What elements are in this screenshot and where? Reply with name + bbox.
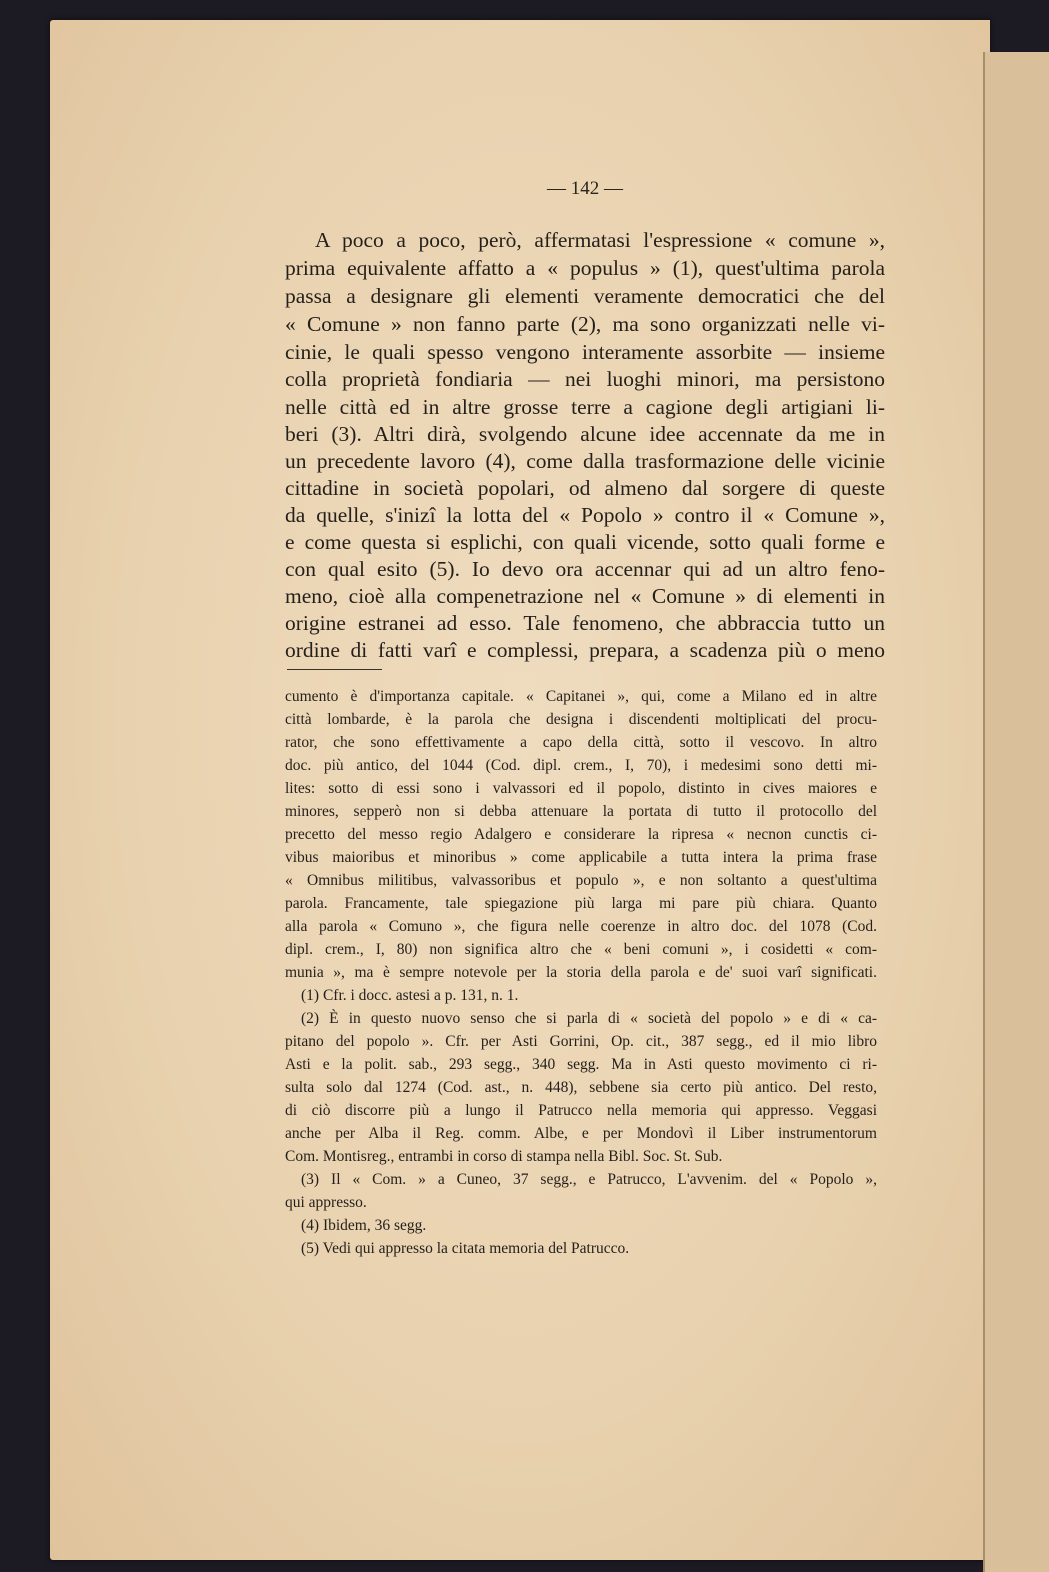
adjacent-page-edge (983, 52, 1049, 1572)
body-line: da quelle, s'inizî la lotta del « Popolo » contro il « Comune », (285, 503, 885, 527)
body-line: beri (3). Altri dirà, svolgendo alcune idee accennate da me in (285, 422, 885, 446)
footnote-line: munia », ma è sempre notevole per la storia della parola e de' suoi varî significati. (285, 964, 877, 981)
footnote-rule (287, 669, 382, 670)
body-line: cittadine in società popolari, od almeno dal sorgere di queste (285, 476, 885, 500)
footnote-line: dipl. crem., I, 80) non significa altro che « beni comuni », i cosidetti « com- (285, 941, 877, 958)
footnote-3: (3) Il « Com. » a Cuneo, 37 segg., e Patrucco, L'avvenim. del « Popolo », (301, 1171, 877, 1188)
footnote-line: di ciò discorre più a lungo il Patrucco nella memoria qui appresso. Veggasi (285, 1102, 877, 1119)
body-line: colla proprietà fondiaria — nei luoghi minori, ma persistono (285, 367, 885, 391)
body-line: prima equivalente affatto a « populus » (1), quest'ultima parola (285, 256, 885, 280)
footnote-line: Com. Montisreg., entrambi in corso di stampa nella Bibl. Soc. St. Sub. (285, 1148, 723, 1165)
body-line: con qual esito (5). Io devo ora accennar qui ad un altro feno- (285, 557, 885, 581)
footnote-5: (5) Vedi qui appresso la citata memoria del Patrucco. (301, 1240, 630, 1257)
body-line: cinie, le quali spesso vengono interamente assorbite — insieme (285, 340, 885, 364)
footnote-line: cumento è d'importanza capitale. « Capitanei », qui, come a Milano ed in altre (285, 688, 877, 705)
page-number: — 142 — (547, 178, 623, 199)
footnote-2: (2) È in questo nuovo senso che si parla di « società del popolo » e di « ca- (301, 1010, 877, 1027)
footnote-line: minores, sepperò non si debba attenuare la portata di tutto il protocollo del (285, 803, 877, 820)
body-line: passa a designare gli elementi veramente democratici che del (285, 284, 885, 308)
body-line: ordine di fatti varî e complessi, prepara, a scadenza più o meno (285, 638, 885, 662)
body-line: un precedente lavoro (4), come dalla trasformazione delle vicinie (285, 449, 885, 473)
footnote-1: (1) Cfr. i docc. astesi a p. 131, n. 1. (301, 987, 519, 1004)
footnote-line: vibus maioribus et minoribus » come applicabile a tutta intera la prima frase (285, 849, 877, 866)
body-line: nelle città ed in altre grosse terre a cagione degli artigiani li- (285, 395, 885, 419)
body-line: e come questa si esplichi, con quali vicende, sotto quali forme e (285, 530, 885, 554)
footnote-line: lites: sotto di essi sono i valvassori ed il popolo, distinto in cives maiores e (285, 780, 877, 797)
body-line: A poco a poco, però, affermatasi l'espressione « comune », (315, 228, 885, 252)
footnote-line: rator, che sono effettivamente a capo della città, sotto il vescovo. In altro (285, 734, 877, 751)
footnote-4: (4) Ibidem, 36 segg. (301, 1217, 427, 1234)
body-line: « Comune » non fanno parte (2), ma sono organizzati nelle vi- (285, 312, 885, 336)
footnote-line: pitano del popolo ». Cfr. per Asti Gorrini, Op. cit., 387 segg., ed il mio libro (285, 1033, 877, 1050)
body-line: origine estranei ad esso. Tale fenomeno, che abbraccia tutto un (285, 611, 885, 635)
footnote-line: precetto del messo regio Adalgero e considerare la ripresa « necnon cunctis ci- (285, 826, 877, 843)
footnote-line: qui appresso. (285, 1194, 367, 1211)
footnote-line: sulta solo dal 1274 (Cod. ast., n. 448), sebbene sia certo più antico. Del resto, (285, 1079, 877, 1096)
body-line: meno, cioè alla compenetrazione nel « Comune » di elementi in (285, 584, 885, 608)
footnote-line: parola. Francamente, tale spiegazione più larga mi pare più chiara. Quanto (285, 895, 877, 912)
footnote-line: Asti e la polit. sab., 293 segg., 340 segg. Ma in Asti questo movimento ci ri- (285, 1056, 877, 1073)
footnote-line: anche per Alba il Reg. comm. Albe, e per Mondovì il Liber instrumentorum (285, 1125, 877, 1142)
footnote-line: alla parola « Comuno », che figura nelle coerenze in altro doc. del 1078 (Cod. (285, 918, 877, 935)
footnote-line: doc. più antico, del 1044 (Cod. dipl. crem., I, 70), i medesimi sono detti mi- (285, 757, 877, 774)
footnote-line: « Omnibus militibus, valvassoribus et populo », e non soltanto a quest'ultima (285, 872, 877, 889)
footnote-line: città lombarde, è la parola che designa i discendenti moltiplicati del procu- (285, 711, 877, 728)
